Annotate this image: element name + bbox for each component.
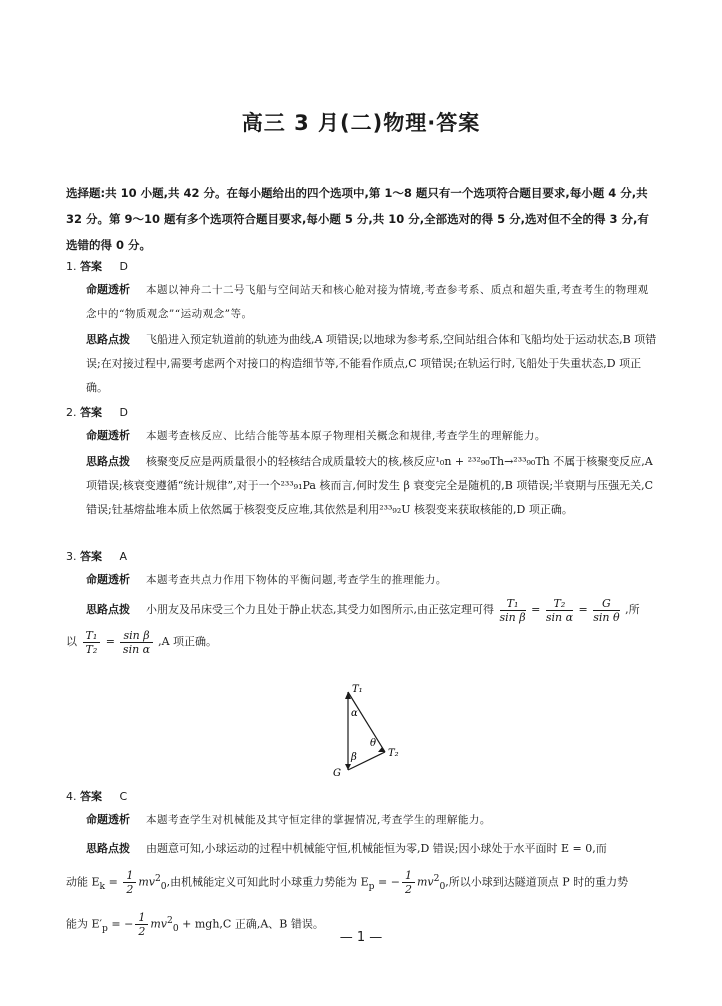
intro-paragraph: 选择题:共 10 小题,共 42 分。在每小题给出的四个选项中,第 1～8 题只有一个选项符合题目要求,每小题 4 分,共 32 分。第 9～10 题有多个选项符合题目要求,每小题 5 分,共 10 分,全部选对的得 5 分,选对但不全的得 3 分,有选错的得 0 分。 xyxy=(66,186,649,252)
analysis-text: 本题考查共点力作用下物体的平衡问题,考查学生的推理能力。 xyxy=(146,574,447,586)
question-2 xyxy=(66,402,658,524)
fraction-t1-sinbeta: $\frac{\text{T₁}}{\text{sin β}}$ xyxy=(499,596,526,624)
diagram-label-t2: T₂ xyxy=(388,748,399,759)
question-number: 1. xyxy=(66,260,77,273)
question-1-header xyxy=(66,256,658,278)
hint-text: 由题意可知,小球运动的过程中机械能守恒,机械能恒为零,D 错误;因小球处于水平面时 E = 0,而 xyxy=(146,842,607,855)
question-4 xyxy=(66,786,658,946)
analysis-label: 命题透析 xyxy=(86,573,130,586)
analysis-text: 本题考查学生对机械能及其守恒定律的掌握情况,考查学生的理解能力。 xyxy=(146,814,491,826)
diagram-label-g: G xyxy=(333,768,341,779)
diagram-label-t1: T₁ xyxy=(352,684,363,695)
analysis-label: 命题透析 xyxy=(86,283,130,296)
question-number: 4. xyxy=(66,790,77,803)
answer-value: D xyxy=(119,260,128,273)
answer-label: 答案 xyxy=(80,550,102,563)
answer-label: 答案 xyxy=(80,406,102,419)
question-1 xyxy=(66,256,658,402)
answer-label: 答案 xyxy=(80,260,102,273)
hint-text-cont: 以 $\frac{\text{T₁}}{\text{T₂}}$ = $\frac{\text{sin β}}{\text{sin α}}$ ,A 项正确。 xyxy=(66,628,218,656)
question-2-header xyxy=(66,402,658,424)
question-number: 2. xyxy=(66,406,77,419)
question-number: 3. xyxy=(66,550,77,563)
page-number: — 1 — xyxy=(339,930,383,945)
hint-label: 思路点拨 xyxy=(86,603,130,616)
hint-text: 核聚变反应是两质量很小的轻核结合成质量较大的核,核反应¹₀n + ²³²₉₀Th→²³³₉₀Th 不属于核聚变反应,A 项错误;核衰变遵循“统计规律”,对于一个²³³₉₁Pa 核而言,何时发生 β 衰变完全是随机的,B 项错误;半衰期与压强无关,C 错误;钍基熔盐堆本质上依然属于核裂变反应堆,其依然是利用²³³₉₂U 核裂变来获取核能的,D 项正确。 xyxy=(86,455,654,516)
page-title: 高三 3 月(二)物理·答案 xyxy=(241,111,481,135)
hint-label: 思路点拨 xyxy=(86,333,130,346)
hint-text-line2: 动能 $E_k$ = $\frac{1}{2}$ $mv^2_0$,由机械能定义可知此时小球重力势能为 $E_p$ = − $\frac{1}{2}$ $mv^2_0$,所以小球到达隧道顶点 P 时的重力势 xyxy=(66,869,629,897)
diagram-label-theta: θ xyxy=(370,738,377,749)
hint-label: 思路点拨 xyxy=(86,455,130,468)
hint-text: 小朋友及吊床受三个力且处于静止状态,其受力如图所示,由正弦定理可得 $\frac{\text{T₁}}{\text{sin β}}$ = $\frac{\text{T₂}}{\text{sin α}}$ = $\frac{G}{\text{sin θ}}$ ,所 xyxy=(146,596,640,624)
analysis-label: 命题透析 xyxy=(86,813,130,826)
force-triangle-diagram xyxy=(330,680,410,780)
analysis-label: 命题透析 xyxy=(86,429,130,442)
question-4-header xyxy=(66,786,658,808)
answer-value: C xyxy=(119,790,128,803)
fraction-g-sintheta: $\frac{G}{\text{sin θ}}$ xyxy=(593,596,620,624)
analysis-text: 本题以神舟二十二号飞船与空间站天和核心舱对接为情境,考查参考系、质点和超失重,考查考生的物理观念中的“物质观念”“运动观念”等。 xyxy=(86,284,649,320)
answer-label: 答案 xyxy=(80,790,102,803)
fraction-t1-t2: $\frac{\text{T₁}}{\text{T₂}}$ xyxy=(83,629,101,656)
answer-value: A xyxy=(119,550,128,563)
fraction-t2-sinalpha: $\frac{\text{T₂}}{\text{sin α}}$ xyxy=(545,596,574,624)
hint-label: 思路点拨 xyxy=(86,842,130,855)
question-3 xyxy=(66,546,658,660)
hint-text: 飞船进入预定轨道前的轨迹为曲线,A 项错误;以地球为参考系,空间站组合体和飞船均处于运动状态,B 项错误;在对接过程中,需要考虑两个对接口的构造细节等,不能看作质点,C 项错误;在轨运行时,飞船处于失重状态,D 项正确。 xyxy=(86,333,657,394)
analysis-text: 本题考查核反应、比结合能等基本原子物理相关概念和规律,考查学生的理解能力。 xyxy=(146,430,546,442)
hint-text-line3: 能为 $E'_p$ = − $\frac{1}{2}$ $mv^2_0 + mgh,C$ 正确,A、B 错误。 xyxy=(66,911,324,938)
answer-value: D xyxy=(119,406,128,419)
fraction-sinbeta-sinalpha: $\frac{\text{sin β}}{\text{sin α}}$ xyxy=(120,629,152,656)
diagram-label-beta: β xyxy=(351,752,357,763)
question-3-header xyxy=(66,546,658,568)
diagram-label-alpha: α xyxy=(351,708,358,719)
